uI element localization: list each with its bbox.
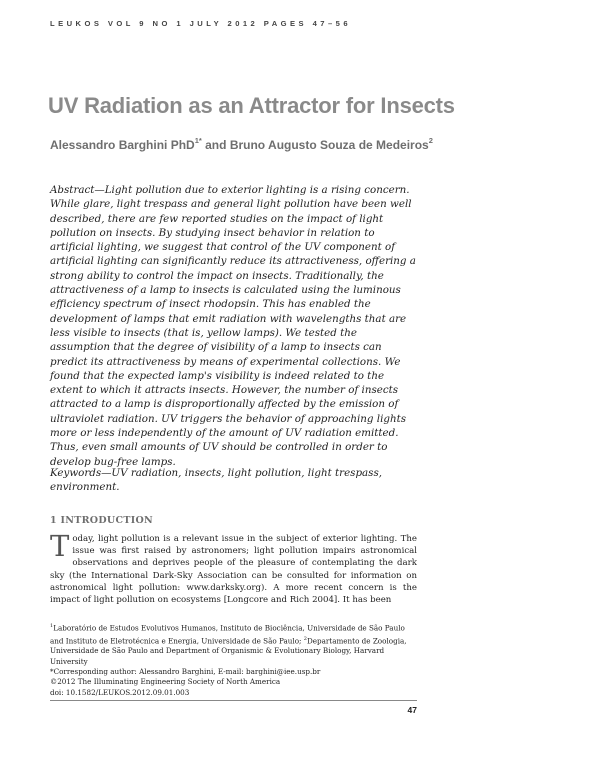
page-number: 47 (407, 705, 417, 715)
keywords: Keywords—UV radiation, insects, light pollution, light trespass, environment. (50, 467, 383, 494)
author-name-2: Bruno Augusto Souza de Medeiros (229, 138, 429, 152)
section-heading-introduction: 1 INTRODUCTION (50, 515, 154, 526)
affiliation-2: Departamento de Zoologia, Universidade de São Paulo and Department of Organismic & Evolutionary Biology, Harvard University (50, 636, 407, 666)
affiliations-footnote (50, 621, 420, 667)
author-affiliation-mark-1: 1* (194, 136, 202, 145)
abstract: Abstract—Light pollution due to exterior lighting is a rising concern. While glare, light trespass and general light pollution have been well described, there are few reported studies on the impact of light pollution on insects. By studying insect behavior in relation to artificial lighting, we suggest that control of the UV component of artificial lighting can significantly reduce its attractiveness, offering a strong ability to control the impact on insects. Traditionally, the attractiveness of a lamp to insects is calculated using the luminous efficiency spectrum of insect rhodopsin. This has enabled the development of lamps that emit radiation with wavelengths that are less visible to insects (that is, yellow lamps). We tested the assumption that the degree of visibility of a lamp to insects can predict its attractiveness by means of experimental collections. We found that the expected lamp's visibility is indeed related to the extent to which it attracts insects. However, the number of insects attracted to a lamp is disproportionally affected by the emission of ultraviolet radiation. UV triggers the behavior of approaching lights more or less independently of the amount of UV radiation emitted. Thus, even small amounts of UV should be controlled in order to develop bug-free lamps. (50, 184, 416, 468)
author-conjunction: and (201, 138, 230, 152)
footer-rule (50, 700, 417, 701)
doi: doi: 10.1582/LEUKOS.2012.09.01.003 (50, 687, 190, 697)
article-title: UV Radiation as an Attractor for Insects (48, 93, 455, 118)
introduction-text: oday, light pollution is a relevant issue in the subject of exterior lighting. The issue was first raised by astronomers; light pollution impairs astronomical observations and deprives people of the pleasure of contemplating the dark sky (the International Dark-Sky Association can be consulted for information on astronomical light pollution: www.darksky.org). A more recent concern is the impact of light pollution on ecosystems [Longcore and Rich 2004]. It has been (50, 534, 417, 606)
affiliation-mark-2: 2 (303, 635, 307, 642)
author-affiliation-mark-2: 2 (428, 136, 433, 145)
running-head: LEUKOS VOL 9 NO 1 JULY 2012 PAGES 47–56 (50, 19, 351, 28)
copyright-notice: ©2012 The Illuminating Engineering Society of North America (50, 677, 281, 687)
author-name-1: Alessandro Barghini PhD (50, 138, 195, 152)
introduction-paragraph (50, 529, 417, 606)
footnotes (50, 621, 420, 698)
author-line (50, 137, 570, 152)
affiliation-1: Laboratório de Estudos Evolutivos Humanos, Instituto de Biociência, Universidade de São Paulo and Instituto de Eletrotécnica e Energia, Universidade de São Paulo; (50, 623, 405, 646)
drop-cap: T (50, 529, 70, 563)
corresponding-author: *Corresponding author: Alessandro Barghini, E-mail: barghini@iee.usp.br (50, 666, 321, 676)
affiliation-mark-1: 1 (50, 623, 54, 629)
